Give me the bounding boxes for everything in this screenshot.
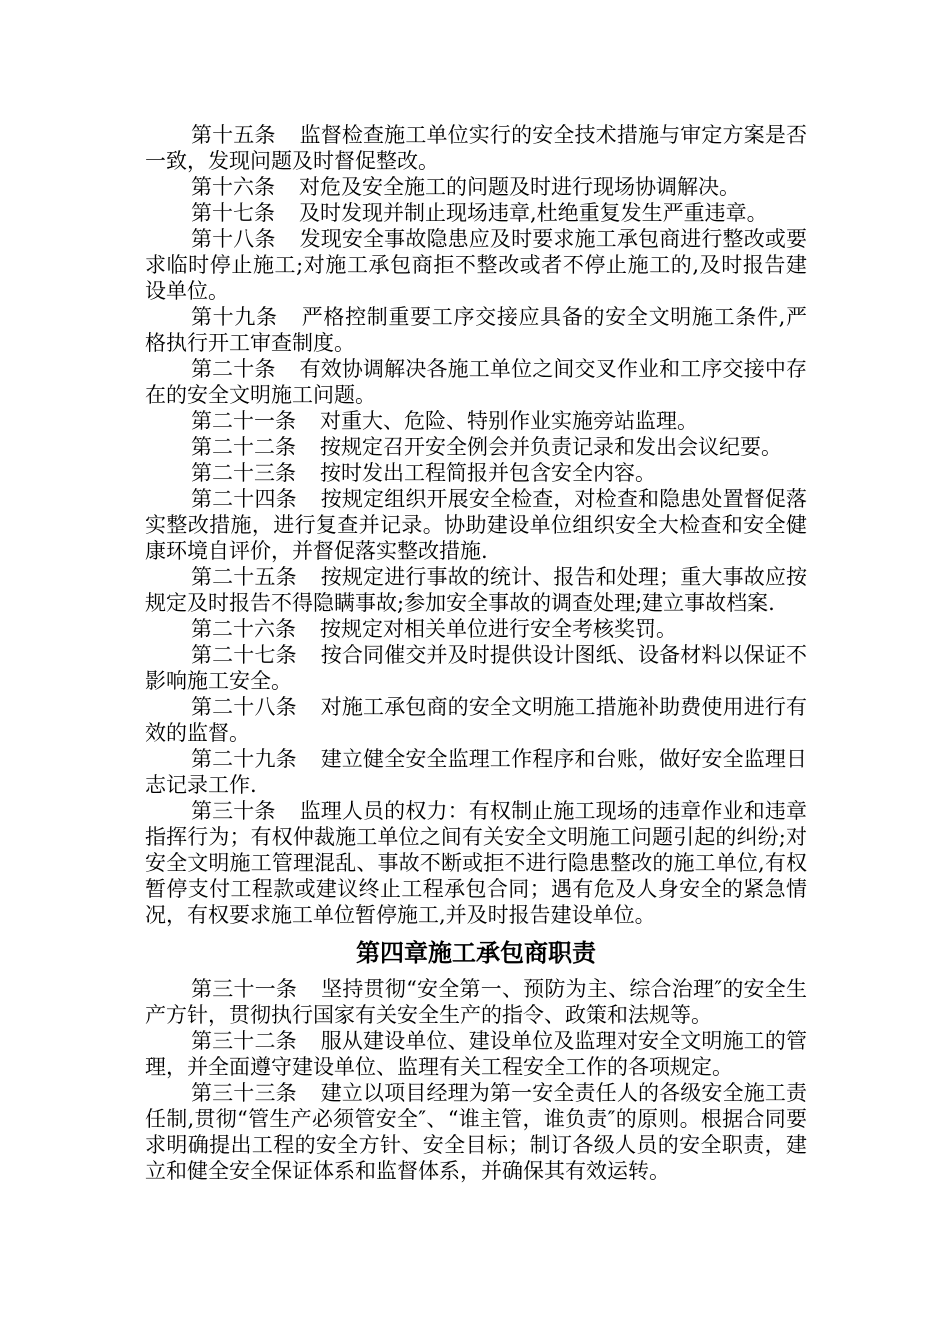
article-paragraph [145, 226, 807, 304]
article-paragraph [145, 304, 807, 356]
article-paragraph [145, 976, 807, 1028]
article-number: 第二十七条 [191, 643, 297, 667]
article-text: 监理人员的权力：有权制止施工现场的违章作业和违章指挥行为；有权仲裁施工单位之间有关安全文明施工问题引起的纠纷;对安全文明施工管理混乱、事故不断或拒不进行隐患整改的施工单位,有权暂停支付工程款或建议终止工程承包合同；遇有危及人身安全的紧急情况，有权要求施工单位暂停施工,并及时报告建设单位。 [145, 799, 807, 927]
article-paragraph [145, 434, 807, 460]
article-text: 按规定对相关单位进行安全考核奖罚。 [320, 617, 677, 641]
article-number: 第三十条 [191, 799, 276, 823]
article-paragraph [145, 486, 807, 564]
article-number: 第二十五条 [191, 565, 297, 589]
article-number: 第三十一条 [191, 977, 298, 1001]
articles-after-chapter [145, 976, 807, 1184]
article-paragraph [145, 616, 807, 642]
article-text: 严格控制重要工序交接应具备的安全文明施工条件,严格执行开工审查制度。 [145, 305, 807, 355]
article-paragraph [145, 200, 807, 226]
article-number: 第二十八条 [191, 695, 297, 719]
article-text: 按时发出工程简报并包含安全内容。 [320, 461, 656, 485]
article-text: 有效协调解决各施工单位之间交叉作业和工序交接中存在的安全文明施工问题。 [145, 357, 807, 407]
article-text: 按合同催交并及时提供设计图纸、设备材料以保证不影响施工安全。 [145, 643, 808, 693]
article-number: 第十六条 [191, 175, 275, 199]
article-text: 按规定进行事故的统计、报告和处理；重大事故应按规定及时报告不得隐瞒事故;参加安全事故的调查处理;建立事故档案. [145, 565, 808, 615]
article-text: 建立健全安全监理工作程序和台账，做好安全监理日志记录工作. [145, 747, 808, 797]
article-number: 第三十三条 [191, 1081, 297, 1105]
article-text: 监督检查施工单位实行的安全技术措施与审定方案是否一致，发现问题及时督促整改。 [145, 123, 807, 173]
article-paragraph [145, 1028, 807, 1080]
article-number: 第十五条 [191, 123, 276, 147]
article-paragraph [145, 746, 807, 798]
article-text: 对施工承包商的安全文明施工措施补助费使用进行有效的监督。 [145, 695, 808, 745]
article-text: 按规定召开安全例会并负责记录和发出会议纪要。 [320, 435, 782, 459]
article-paragraph [145, 1080, 807, 1184]
article-paragraph [145, 356, 807, 408]
article-number: 第三十二条 [191, 1029, 297, 1053]
article-number: 第二十九条 [191, 747, 297, 771]
chapter-heading: 第四章施工承包商职责 [356, 939, 596, 967]
article-paragraph [145, 122, 807, 174]
article-text: 按规定组织开展安全检查，对检查和隐患处置督促落实整改措施，进行复查并记录。协助建设单位组织安全大检查和安全健康环境自评价，并督促落实整改措施. [145, 487, 808, 563]
article-number: 第二十二条 [191, 435, 296, 459]
article-number: 第二十四条 [191, 487, 297, 511]
article-number: 第二十六条 [191, 617, 296, 641]
article-text: 对危及安全施工的问题及时进行现场协调解决。 [299, 175, 740, 199]
article-text: 对重大、危险、特别作业实施旁站监理。 [320, 409, 698, 433]
article-paragraph [145, 642, 807, 694]
article-text: 建立以项目经理为第一安全责任人的各级安全施工责任制,贯彻“管生产必须管安全″、“谁主管，谁负责″的原则。根据合同要求明确提出工程的安全方针、安全目标；制订各级人员的安全职责，建立和健全安全保证体系和监督体系，并确保其有效运转。 [145, 1081, 808, 1183]
article-number: 第二十条 [191, 357, 276, 381]
document-page [145, 122, 807, 1184]
article-number: 第十八条 [191, 227, 276, 251]
article-paragraph [145, 694, 807, 746]
article-text: 发现安全事故隐患应及时要求施工承包商进行整改或要求临时停止施工;对施工承包商拒不整改或者不停止施工的,及时报告建设单位。 [145, 227, 807, 303]
article-paragraph [145, 798, 807, 928]
article-paragraph [145, 460, 807, 486]
article-paragraph [145, 564, 807, 616]
article-paragraph [145, 174, 807, 200]
article-text: 及时发现并制止现场违章,杜绝重复发生严重违章。 [299, 201, 768, 225]
article-number: 第二十一条 [191, 409, 296, 433]
article-number: 第二十三条 [191, 461, 296, 485]
article-number: 第十七条 [191, 201, 275, 225]
articles-before-chapter [145, 122, 807, 928]
article-number: 第十九条 [191, 305, 278, 329]
article-text: 坚持贯彻“安全第一、预防为主、综合治理″的安全生产方针，贯彻执行国家有关安全生产的指令、政策和法规等。 [145, 977, 808, 1027]
article-text: 服从建设单位、建设单位及监理对安全文明施工的管理，并全面遵守建设单位、监理有关工程安全工作的各项规定。 [145, 1029, 808, 1079]
article-paragraph [145, 408, 807, 434]
